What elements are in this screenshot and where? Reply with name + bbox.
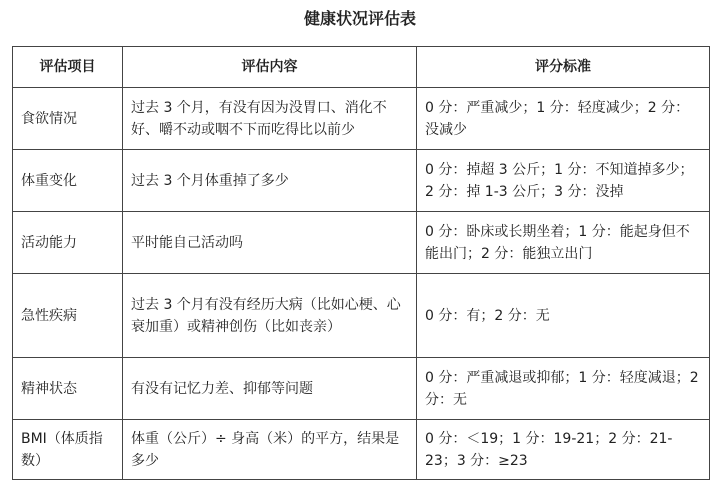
row-content: 有没有记忆力差、抑郁等问题	[123, 358, 417, 420]
row-score: 0 分：掉超 3 公斤；1 分：不知道掉多少；2 分：掉 1-3 公斤；3 分：没掉	[417, 150, 710, 212]
page-title: 健康状况评估表	[303, 9, 416, 28]
assessment-table	[12, 46, 710, 480]
table-row	[13, 150, 710, 212]
row-content: 平时能自己活动吗	[123, 212, 417, 274]
row-content: 体重（公斤）÷ 身高（米）的平方，结果是多少	[123, 420, 417, 480]
table-row	[13, 88, 710, 150]
row-score: 0 分：严重减退或抑郁；1 分：轻度减退；2 分：无	[417, 358, 710, 420]
row-score: 0 分：严重减少；1 分：轻度减少；2 分：没减少	[417, 88, 710, 150]
table-row	[13, 358, 710, 420]
header-score: 评分标准	[417, 47, 710, 88]
row-item: BMI（体质指数）	[13, 420, 123, 480]
table-row	[13, 212, 710, 274]
row-content: 过去 3 个月，有没有因为没胃口、消化不好、嚼不动或咽不下而吃得比以前少	[123, 88, 417, 150]
row-score: 0 分：＜19；1 分：19-21；2 分：21-23；3 分：≥23	[417, 420, 710, 480]
row-content: 过去 3 个月有没有经历大病（比如心梗、心衰加重）或精神创伤（比如丧亲）	[123, 274, 417, 358]
table-header-row	[13, 47, 710, 88]
row-item: 急性疾病	[13, 274, 123, 358]
table-row	[13, 274, 710, 358]
table-row	[13, 420, 710, 480]
row-score: 0 分：有；2 分：无	[417, 274, 710, 358]
row-score: 0 分：卧床或长期坐着；1 分：能起身但不能出门；2 分：能独立出门	[417, 212, 710, 274]
row-item: 活动能力	[13, 212, 123, 274]
header-content: 评估内容	[123, 47, 417, 88]
row-item: 食欲情况	[13, 88, 123, 150]
row-content: 过去 3 个月体重掉了多少	[123, 150, 417, 212]
header-item: 评估项目	[13, 47, 123, 88]
row-item: 体重变化	[13, 150, 123, 212]
row-item: 精神状态	[13, 358, 123, 420]
